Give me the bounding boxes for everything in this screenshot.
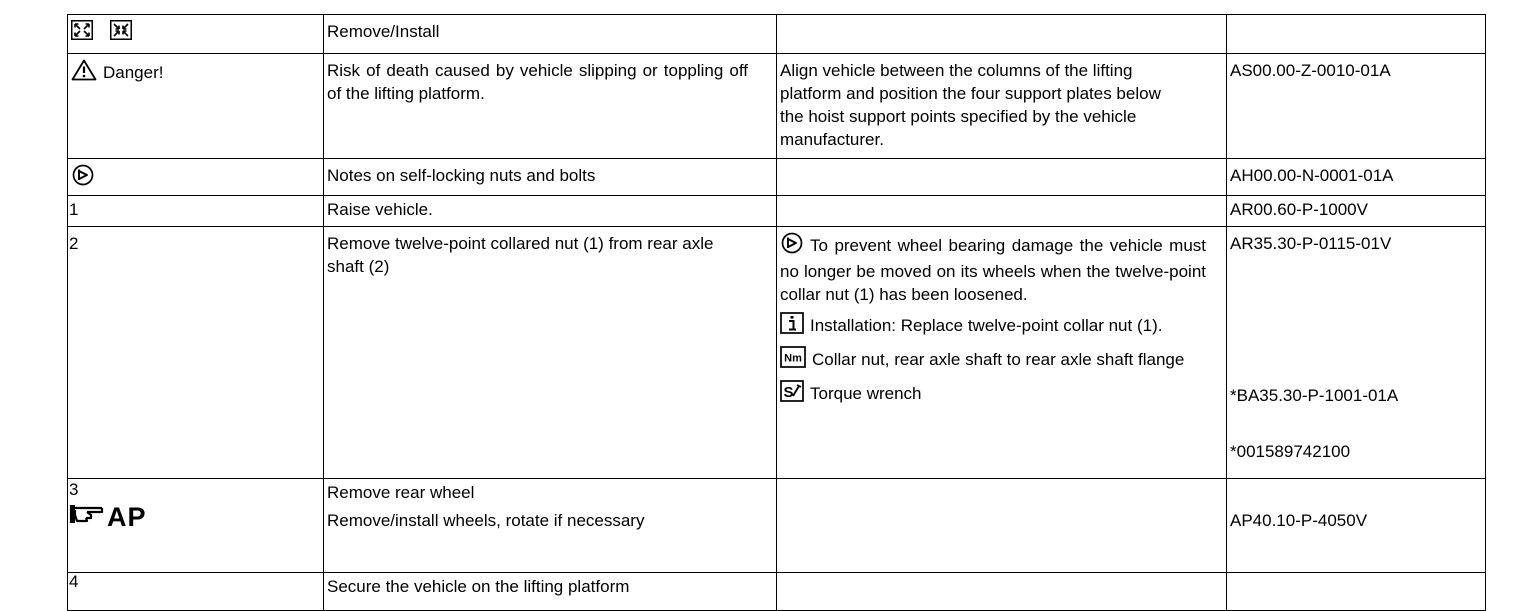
notes-empty [777,159,1227,196]
tool-note [780,380,1206,408]
info-icon [780,312,804,340]
ap-reference [69,501,319,531]
header-label: Remove/Install [324,15,777,54]
special-tool-icon [780,380,804,408]
step-text: Secure the vehicle on the lifting platform [324,573,777,611]
installation-note [780,312,1206,340]
step-empty [777,479,1227,573]
svg-text:S: S [783,384,794,401]
danger-measure: Align vehicle between the columns of the lifting platform and position the four support plates below the hoist support points specified by the vehicle manufacturer. [777,54,1227,159]
notes-pointer-icon [71,171,95,190]
step-number-cell [68,479,324,573]
notes-ref: AH00.00-N-0001-01A [1227,159,1486,196]
step-ref: AP40.10-P-4050V [1230,511,1368,530]
step-refs-cell [1227,227,1486,479]
header-icons-cell [68,15,324,54]
install-arrows-icon [110,20,132,46]
caution-pointer-icon [780,232,804,260]
danger-row [68,54,1486,159]
notes-text: Notes on self-locking nuts and bolts [324,159,777,196]
step-notes-cell [777,227,1227,479]
danger-cell [68,54,324,159]
step-number: 4 [68,573,324,611]
step-ref-cell [1227,479,1486,573]
step-empty [777,196,1227,227]
step-number: 1 [68,196,324,227]
torque-text: Collar nut, rear axle shaft to rear axle shaft flange [812,350,1185,369]
header-empty-3 [777,15,1227,54]
tool-ref: *001589742100 [1230,442,1351,461]
step-text: Remove twelve-point collared nut (1) from rear axle shaft (2) [324,227,777,479]
step-text-cell [324,479,777,573]
torque-note [780,346,1206,374]
step-ref: AR00.60-P-1000V [1227,196,1486,227]
notes-row [68,159,1486,196]
header-empty-4 [1227,15,1486,54]
step-empty [1227,573,1486,611]
caution-text: To prevent wheel bearing damage the vehicle must no longer be moved on its wheels when the twelve-point collar nut (1) has been loosened. [780,236,1206,304]
step-row-3 [68,479,1486,573]
hand-pointer-icon [69,501,107,531]
warning-triangle-icon [71,59,97,87]
caution-note [780,232,1206,306]
step-row-4 [68,573,1486,611]
torque-ref: *BA35.30-P-1001-01A [1230,386,1399,405]
step-subtext: Remove/install wheels, rotate if necessary [327,511,645,530]
ap-label: AP [107,502,147,532]
step-text: Raise vehicle. [324,196,777,227]
installation-text: Installation: Replace twelve-point collar nut (1). [810,316,1163,335]
step-empty [777,573,1227,611]
step-number: 3 [69,480,79,499]
tool-text: Torque wrench [810,384,922,403]
procedure-table [67,14,1486,611]
danger-risk: Risk of death caused by vehicle slipping or toppling off of the lifting platform. [324,54,777,159]
step-ref: AR35.30-P-0115-01V [1230,234,1392,253]
danger-label: Danger! [103,63,164,82]
step-text: Remove rear wheel [327,483,475,502]
svg-text:Nm: Nm [784,352,802,365]
torque-nm-icon [780,346,806,374]
remove-arrows-icon [71,20,93,46]
step-number: 2 [68,227,324,479]
danger-ref: AS00.00-Z-0010-01A [1227,54,1486,159]
step-row-2 [68,227,1486,479]
step-row-1 [68,196,1486,227]
header-row [68,15,1486,54]
notes-icon-cell [68,159,324,196]
